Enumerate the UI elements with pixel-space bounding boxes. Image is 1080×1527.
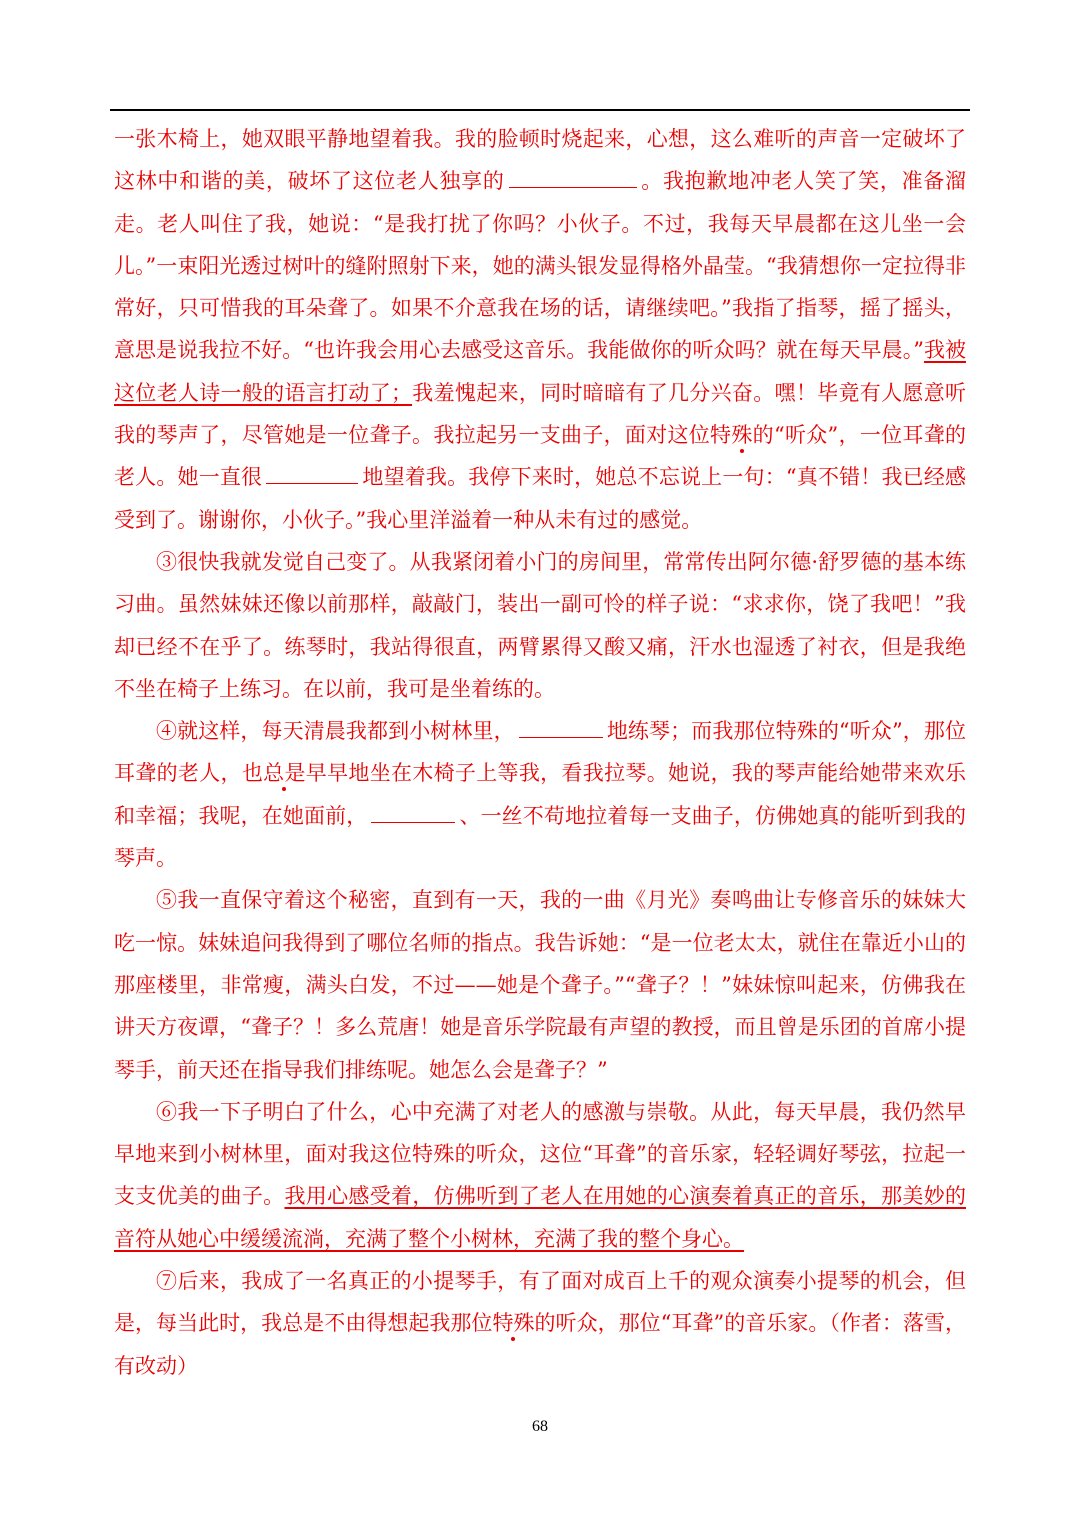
paragraph-6 xyxy=(114,1091,966,1260)
fill-in-blank xyxy=(509,163,637,188)
fill-in-blank xyxy=(266,459,358,484)
text-run: 。我抱歉地冲老人笑了笑，准备溜走。老人叫住了我，她说：“是我打扰了你吗？小伙子。不过，我每天早晨都在这儿坐一会儿。”一束阳光透过树叶的缝附照射下来，她的满头银发显得格外晶莹。“我猜想你一定拉得非常好，只可惜我的耳朵聋了。如果不介意我在场的话，请继续吧。”我指了指琴，摇了摇头，意思是说我拉不好。“也许我会用心去感受这音乐。我能做你的听众吗？就在每天早晨。” xyxy=(114,169,967,363)
fill-in-blank xyxy=(519,713,603,738)
emphasis-dotted-text: 殊 xyxy=(731,423,753,448)
text-run: 的听众，那位“耳聋”的音乐家。（作者：落雪，有改动） xyxy=(114,1311,967,1378)
text-run: 早早地坐在木椅子上等我，看我拉琴。她说，我的琴声能给她带来欢乐和幸福；我呢，在她面前， xyxy=(114,761,967,828)
text-run: 一张木椅上，她双眼平静地望着我。我的脸顿时烧起来，心想，这么难听的声音一定破坏了这林中和谐的美，破坏了这位老人独享的 xyxy=(114,127,966,194)
text-run: ⑦后来，我成了一名真正的小提琴手，有了面对成百上千的观众演奏小提琴的机会，但是，每当此时，我总是不由得想起我那位 xyxy=(114,1269,966,1336)
emphasis-dotted-text: 总是 xyxy=(263,761,306,786)
paragraph-5: ⑤我一直保守着这个秘密，直到有一天，我的一曲《月光》奏鸣曲让专修音乐的妹妹大吃一惊。妹妹追问我得到了哪位名师的指点。我告诉她：“是一位老太太，就住在靠近小山的那座楼里，非常瘦，满头白发，不过——她是个聋子。”“聋子？！”妹妹惊叫起来，仿佛我在讲天方夜谭，“聋子？！多么荒唐！她是音乐学院最有声望的教授，而且曾是乐团的首席小提琴手，前天还在指导我们排练呢。她怎么会是聋子？” xyxy=(114,888,966,1082)
text-run: 的“听众”，一位耳聋的老人。她一直很 xyxy=(114,423,967,490)
paragraph-4 xyxy=(114,710,966,879)
article-body xyxy=(114,118,966,1387)
paragraph-continued xyxy=(114,118,966,541)
paragraph-7 xyxy=(114,1260,966,1387)
text-run: 我羞愧起来，同时暗暗有了几分兴奋。嘿！毕竟有人愿意听我的琴声了，尽管她是一位聋子。我拉起另一支曲子，面对这位特 xyxy=(114,380,966,448)
text-run: 地望着我。我停下来时，她总不忘说上一句：“真不错！我已经感受到了。谢谢你，小伙子。”我心里洋溢着一种从未有过的感觉。 xyxy=(114,465,966,532)
paragraph-3: ③很快我就发觉自己变了。从我紧闭着小门的房间里，常常传出阿尔德·舒罗德的基本练习曲。虽然妹妹还像以前那样，敲敲门，装出一副可怜的样子说：“求求你，饶了我吧！”我却已经不在乎了。练琴时，我站得很直，两臂累得又酸又痛，汗水也湿透了衬衣，但是我绝不坐在椅子上练习。在以前，我可是坐着练的。 xyxy=(114,549,966,701)
text-run: 、一丝不苟地拉着每一支曲子，仿佛她真的能听到我的琴声。 xyxy=(114,803,967,871)
underlined-sentence: 我被这位老人诗一般的语言打动了； xyxy=(114,338,967,405)
text-run: ④就这样，每天清晨我都到小树林里， xyxy=(156,719,515,744)
underlined-sentence: 我用心感受着，仿佛听到了老人在用她的心演奏着真正的音乐，那美妙的音符从她心中缓缓流淌，充满了整个小树林，充满了我的整个身心。 xyxy=(114,1184,967,1251)
fill-in-blank xyxy=(371,798,455,823)
page-number: 68 xyxy=(532,1418,548,1435)
emphasis-dotted-text: 特殊 xyxy=(492,1311,535,1336)
header-rule xyxy=(110,109,970,111)
text-run: 地练琴；而我那位特殊的“听众”，那位耳聋的老人，也 xyxy=(114,719,966,786)
text-run: ⑥我一下子明白了什么，心中充满了对老人的感激与崇敬。从此，每天早晨，我仍然早早地来到小树林里，面对我这位特殊的听众，这位“耳聋”的音乐家，轻轻调好琴弦，拉起一支支优美的曲子。 xyxy=(114,1099,966,1209)
